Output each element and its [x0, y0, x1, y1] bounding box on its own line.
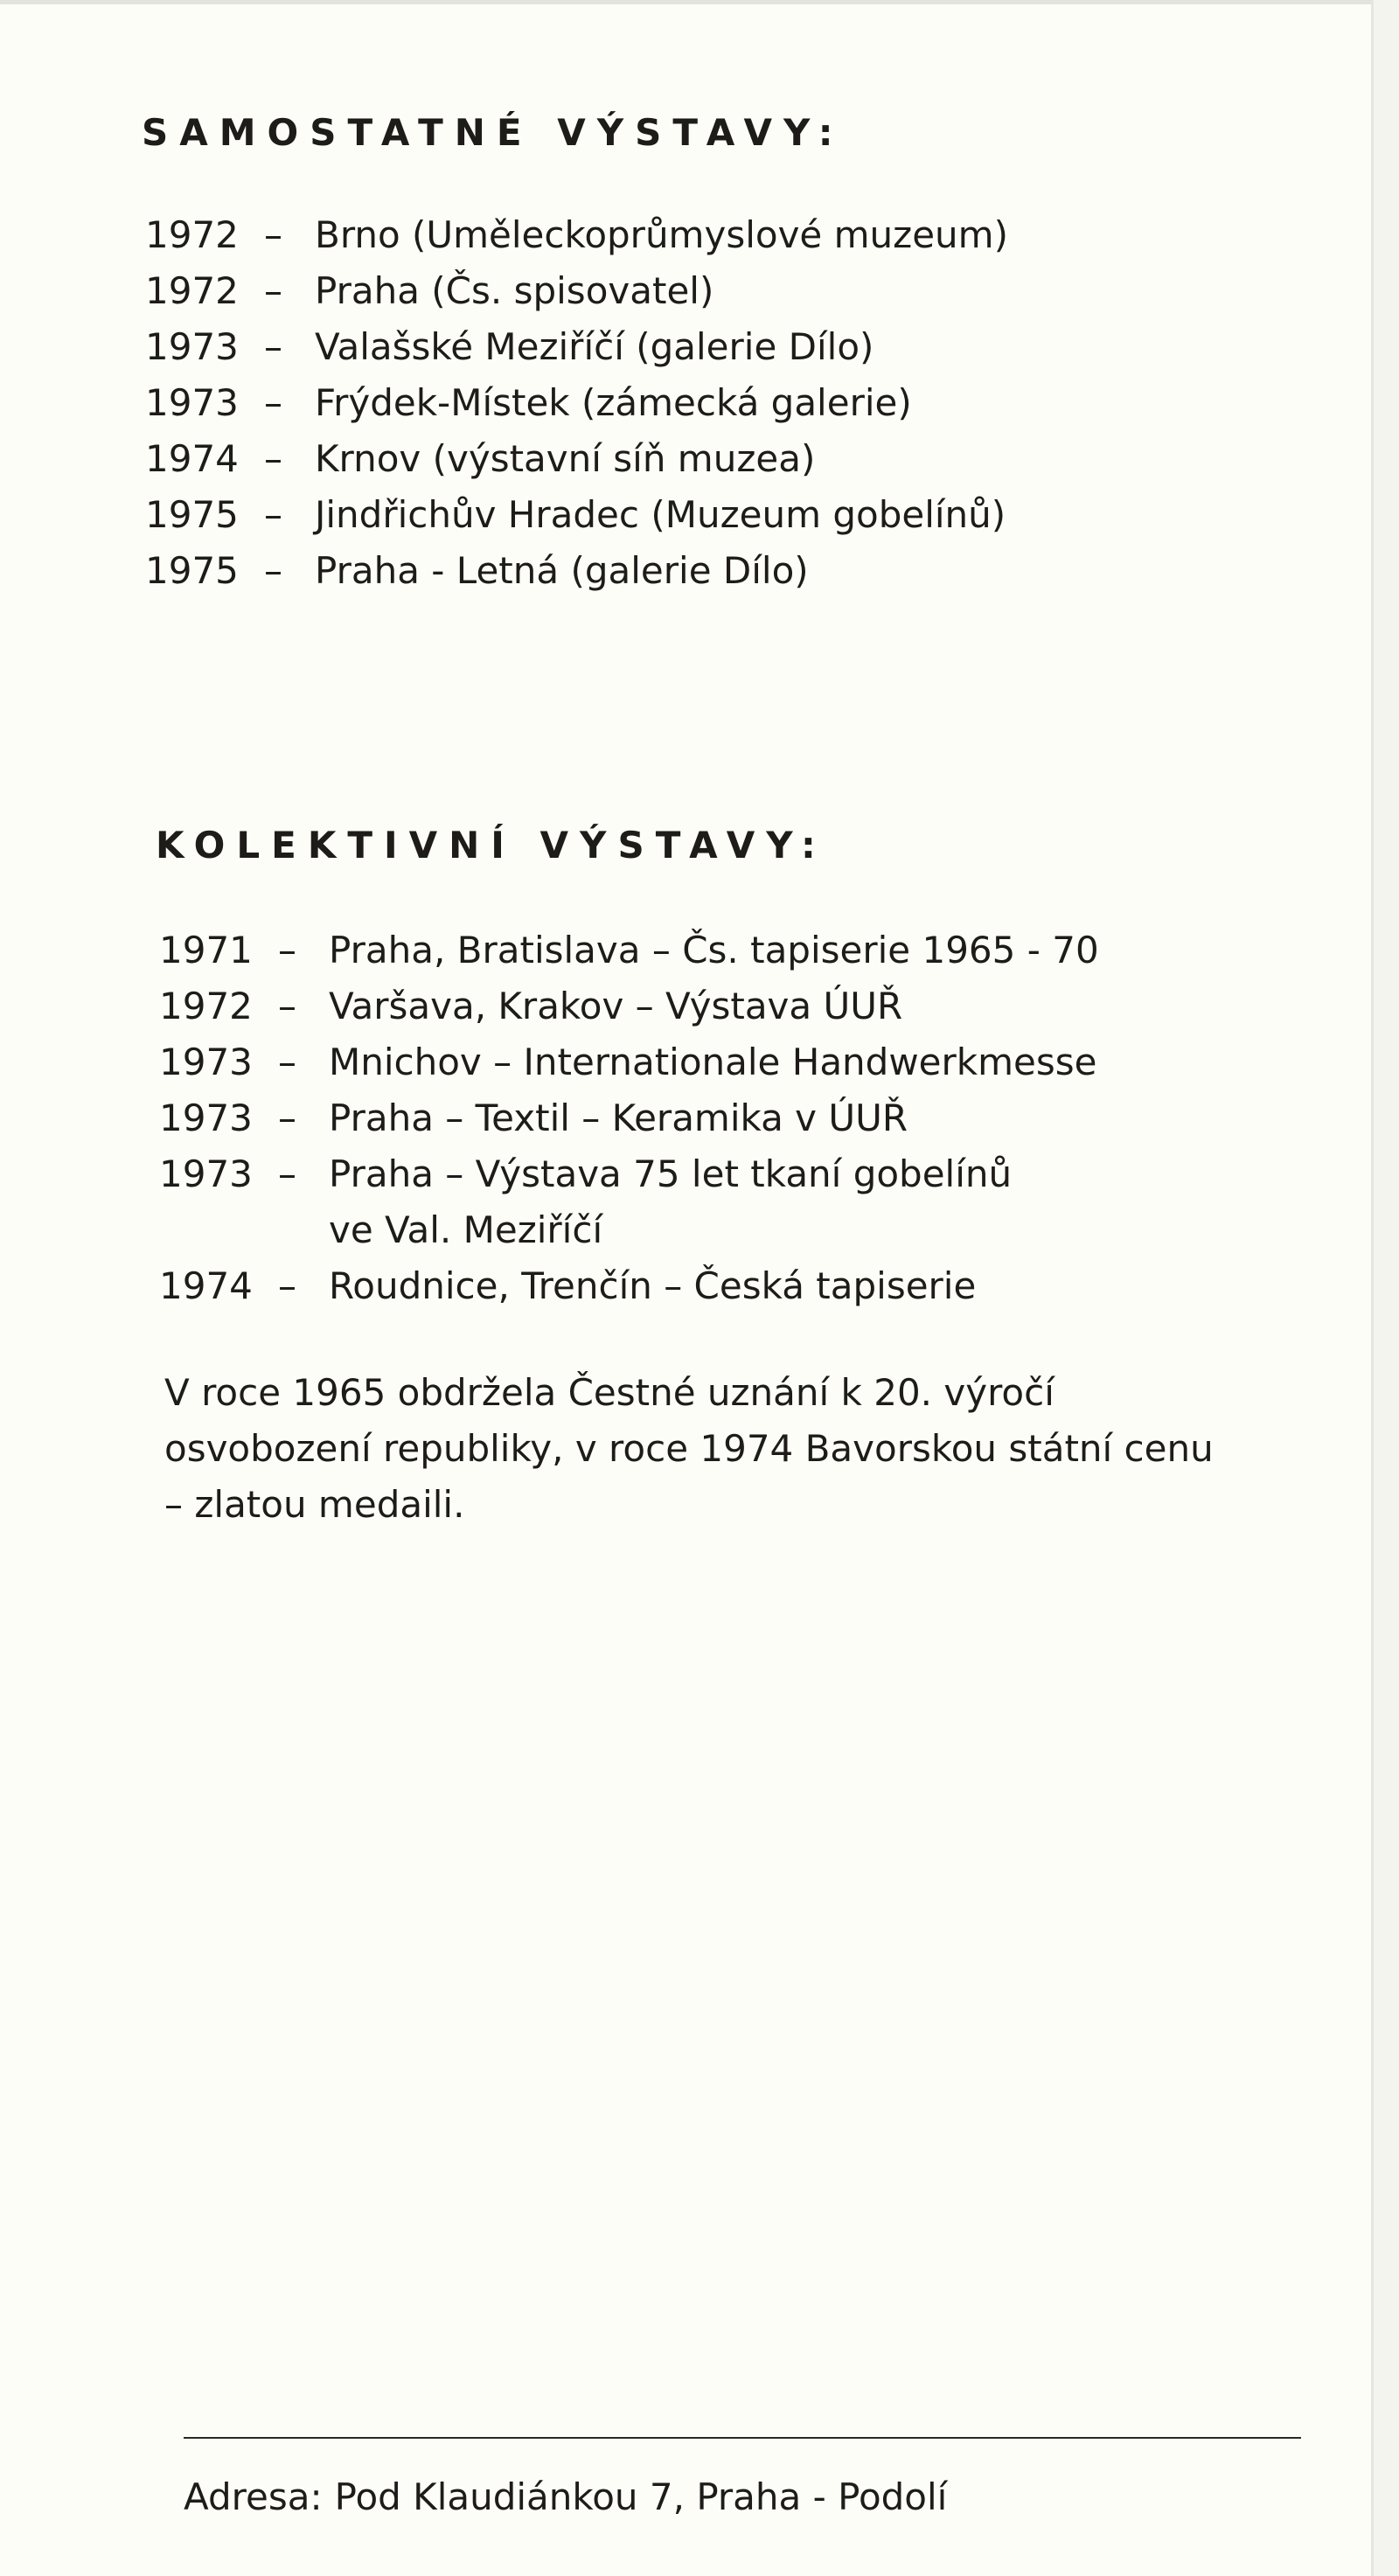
separator-dash: –	[278, 1041, 296, 1083]
separator-dash: –	[264, 269, 282, 312]
separator-dash: –	[264, 325, 282, 368]
list-item	[159, 1258, 1099, 1314]
separator-dash: –	[278, 929, 296, 971]
list-item	[145, 375, 1008, 431]
exhibition-year: 1974	[145, 437, 239, 480]
exhibition-year: 1972	[159, 985, 253, 1027]
award-note: V roce 1965 obdržela Čestné uznání k 20. výročí osvobození republiky, v roce 1974 Bavorskou státní cenu – zlatou medaili.	[164, 1371, 1214, 1526]
exhibition-year: 1972	[145, 269, 239, 312]
solo-exhibitions-list	[145, 207, 1008, 599]
exhibition-year: 1971	[159, 929, 253, 971]
exhibition-place: Varšava, Krakov – Výstava ÚUŘ	[329, 985, 903, 1027]
separator-dash: –	[264, 493, 282, 536]
separator-dash: –	[278, 1152, 296, 1195]
exhibition-place: Valašské Meziříčí (galerie Dílo)	[315, 325, 874, 368]
collective-exhibitions-list	[159, 922, 1099, 1314]
exhibition-year: 1973	[159, 1097, 253, 1139]
footer-divider	[184, 2437, 1301, 2439]
address-label: Adresa:	[184, 2475, 323, 2518]
exhibition-place: Krnov (výstavní síň muzea)	[315, 437, 816, 480]
list-item	[145, 263, 1008, 319]
exhibition-place: Mnichov – Internationale Handwerkmesse	[329, 1041, 1097, 1083]
exhibition-year: 1973	[145, 381, 239, 424]
separator-dash: –	[264, 381, 282, 424]
list-item	[145, 319, 1008, 375]
list-item	[159, 978, 1099, 1034]
exhibition-year: 1974	[159, 1264, 253, 1307]
separator-dash: –	[264, 437, 282, 480]
list-item	[145, 431, 1008, 487]
list-item	[145, 207, 1008, 263]
exhibition-year: 1973	[145, 325, 239, 368]
exhibition-year: 1975	[145, 549, 239, 592]
exhibition-place: Jindřichův Hradec (Muzeum gobelínů)	[315, 493, 1006, 536]
exhibition-place: Roudnice, Trenčín – Česká tapiserie	[329, 1264, 977, 1307]
separator-dash: –	[278, 1264, 296, 1307]
separator-dash: –	[264, 549, 282, 592]
list-item	[145, 543, 1008, 599]
list-item	[159, 1090, 1099, 1146]
exhibition-place: Frýdek-Místek (zámecká galerie)	[315, 381, 912, 424]
exhibition-year: 1975	[145, 493, 239, 536]
exhibition-place-multiline	[329, 1146, 1012, 1258]
collective-exhibitions-heading: KOLEKTIVNÍ VÝSTAVY:	[156, 824, 827, 867]
solo-exhibitions-heading: SAMOSTATNÉ VÝSTAVY:	[142, 111, 845, 154]
separator-dash: –	[278, 1097, 296, 1139]
exhibition-year: 1973	[159, 1041, 253, 1083]
exhibition-place: Praha – Textil – Keramika v ÚUŘ	[329, 1097, 908, 1139]
exhibition-place-continued: ve Val. Meziříčí	[329, 1208, 603, 1251]
exhibition-year: 1972	[145, 213, 239, 256]
list-item	[159, 922, 1099, 978]
exhibition-place: Praha - Letná (galerie Dílo)	[315, 549, 809, 592]
exhibition-place: Praha, Bratislava – Čs. tapiserie 1965 - 70	[329, 929, 1099, 971]
exhibition-year: 1973	[159, 1152, 253, 1195]
page-edge-strip	[1371, 0, 1399, 2576]
separator-dash: –	[278, 985, 296, 1027]
separator-dash: –	[264, 213, 282, 256]
address-line	[184, 2475, 947, 2518]
list-item	[159, 1034, 1099, 1090]
list-item	[159, 1146, 1099, 1258]
exhibition-place: Praha – Výstava 75 let tkaní gobelínů	[329, 1152, 1013, 1195]
address-value: Pod Klaudiánkou 7, Praha - Podolí	[334, 2475, 948, 2518]
exhibition-place: Praha (Čs. spisovatel)	[315, 269, 714, 312]
list-item	[145, 487, 1008, 543]
exhibition-place: Brno (Uměleckoprůmyslové muzeum)	[315, 213, 1008, 256]
